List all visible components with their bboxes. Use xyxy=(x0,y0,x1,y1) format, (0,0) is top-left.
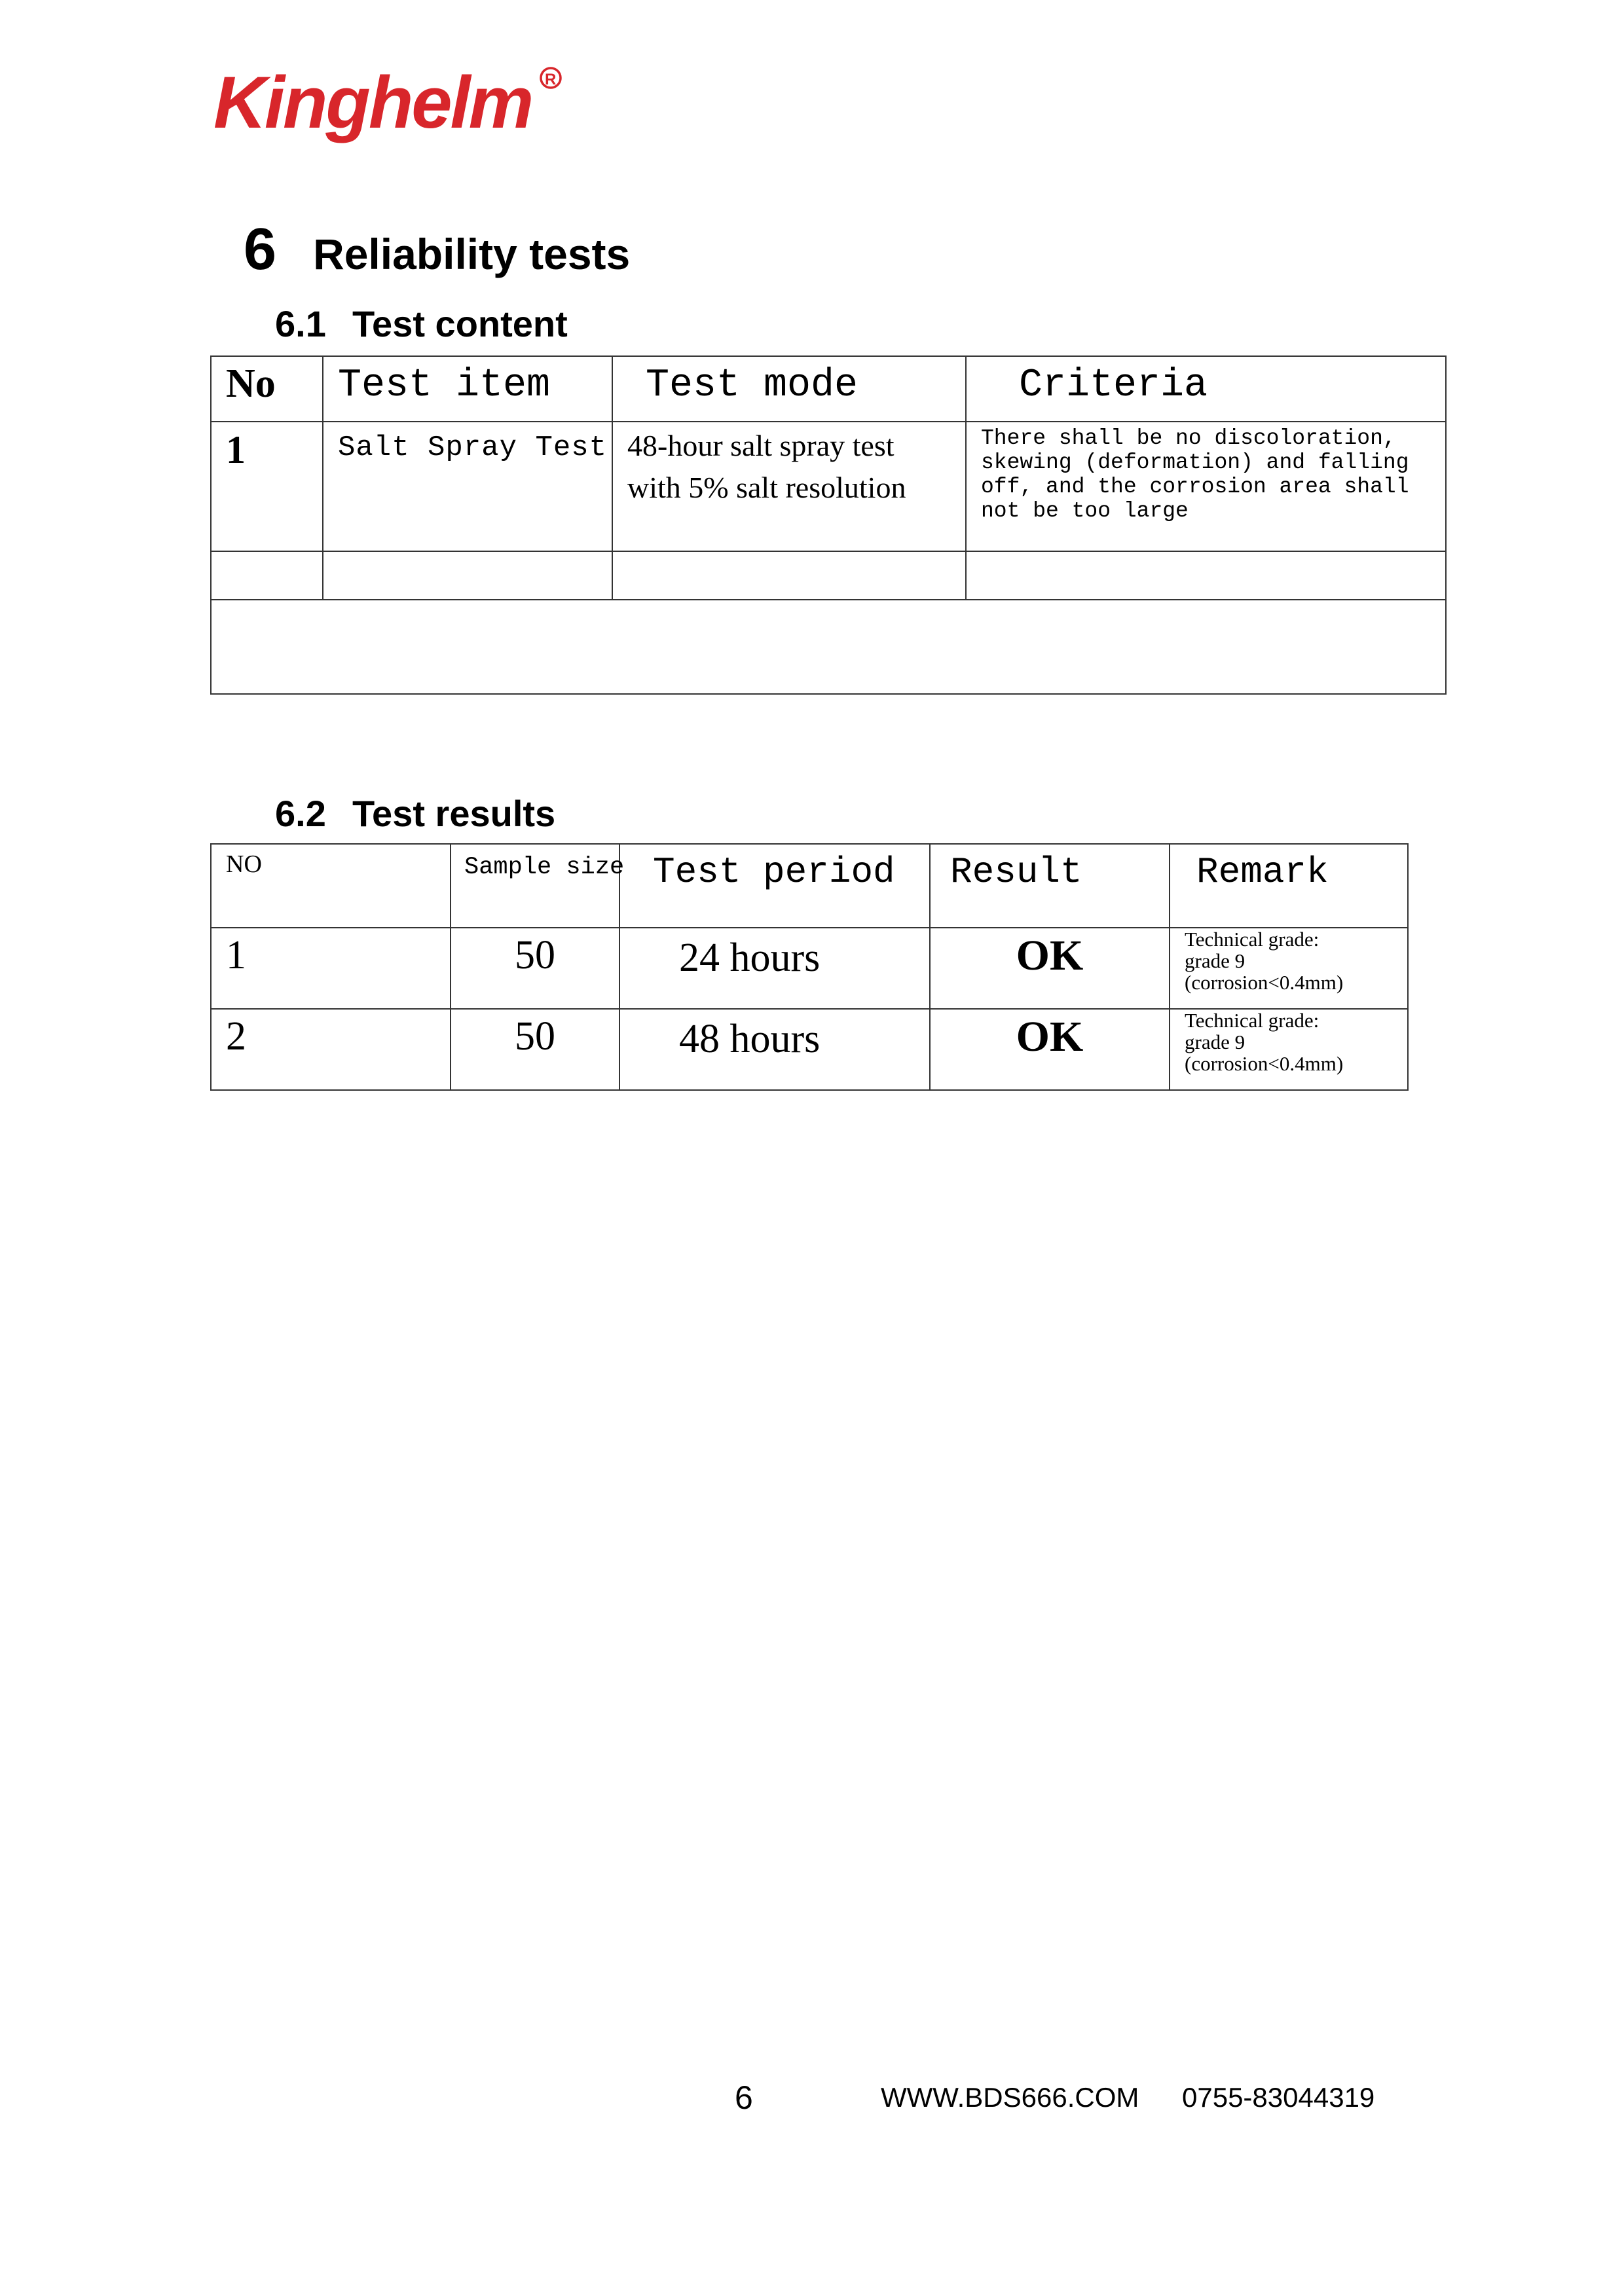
subsection-number: 6.2 xyxy=(275,793,326,834)
header-criteria: Criteria xyxy=(966,356,1446,422)
remark-line: Technical grade: xyxy=(1185,928,1320,951)
table-header-row xyxy=(211,356,1446,422)
table-row xyxy=(211,928,1408,1009)
subsection-heading-test-results xyxy=(275,792,555,835)
header-sample-size: Sample size xyxy=(451,844,619,928)
cell-criteria xyxy=(966,422,1446,551)
subsection-title: Test content xyxy=(352,303,568,344)
page-number: 6 xyxy=(735,2079,753,2116)
section-title: Reliability tests xyxy=(313,230,631,278)
test-content-table xyxy=(210,355,1447,695)
kinghelm-logo xyxy=(213,62,580,154)
footer-website: WWW.BDS666.COM xyxy=(881,2082,1139,2113)
empty-merged-cell xyxy=(211,600,1446,694)
header-remark: Remark xyxy=(1170,844,1408,928)
criteria-line: not be too large xyxy=(981,499,1189,523)
empty-cell xyxy=(966,551,1446,600)
cell-test-mode xyxy=(612,422,966,551)
section-heading xyxy=(244,216,630,282)
section-number: 6 xyxy=(244,217,277,282)
cell-remark xyxy=(1170,1009,1408,1090)
empty-cell xyxy=(211,551,323,600)
table-row xyxy=(211,422,1446,551)
criteria-line: There shall be no discoloration, xyxy=(981,426,1396,450)
remark-line: grade 9 xyxy=(1185,949,1246,972)
subsection-title: Test results xyxy=(352,793,556,834)
cell-no: 2 xyxy=(211,1009,451,1090)
cell-result: OK xyxy=(930,1009,1170,1090)
table-header-row xyxy=(211,844,1408,928)
cell-test-period: 24 hours xyxy=(619,928,930,1009)
cell-test-period: 48 hours xyxy=(619,1009,930,1090)
subsection-number: 6.1 xyxy=(275,303,326,344)
empty-cell xyxy=(323,551,612,600)
footer-phone: 0755-83044319 xyxy=(1182,2082,1375,2113)
cell-no: 1 xyxy=(211,928,451,1009)
header-test-item: Test item xyxy=(323,356,612,422)
empty-cell xyxy=(612,551,966,600)
test-results-table xyxy=(210,843,1409,1091)
criteria-line: skewing (deformation) and falling xyxy=(981,450,1409,475)
remark-line: grade 9 xyxy=(1185,1030,1246,1053)
cell-remark xyxy=(1170,928,1408,1009)
mode-line: 48-hour salt spray test xyxy=(627,429,895,462)
cell-sample-size: 50 xyxy=(451,928,619,1009)
table-row xyxy=(211,1009,1408,1090)
header-test-period: Test period xyxy=(619,844,930,928)
header-no: No xyxy=(211,356,323,422)
header-result: Result xyxy=(930,844,1170,928)
empty-merged-row xyxy=(211,600,1446,694)
cell-test-item: Salt Spray Test xyxy=(323,422,612,551)
subsection-heading-test-content xyxy=(275,302,568,345)
cell-no: 1 xyxy=(211,422,323,551)
mode-line: with 5% salt resolution xyxy=(627,471,906,504)
remark-line: (corrosion<0.4mm) xyxy=(1185,971,1344,994)
cell-result: OK xyxy=(930,928,1170,1009)
header-test-mode: Test mode xyxy=(612,356,966,422)
svg-text:Kinghelm: Kinghelm xyxy=(213,62,532,143)
cell-sample-size: 50 xyxy=(451,1009,619,1090)
header-no: NO xyxy=(211,844,451,928)
svg-text:R: R xyxy=(545,71,557,88)
remark-line: (corrosion<0.4mm) xyxy=(1185,1052,1344,1075)
empty-row xyxy=(211,551,1446,600)
criteria-line: off, and the corrosion area shall xyxy=(981,475,1409,499)
remark-line: Technical grade: xyxy=(1185,1009,1320,1032)
